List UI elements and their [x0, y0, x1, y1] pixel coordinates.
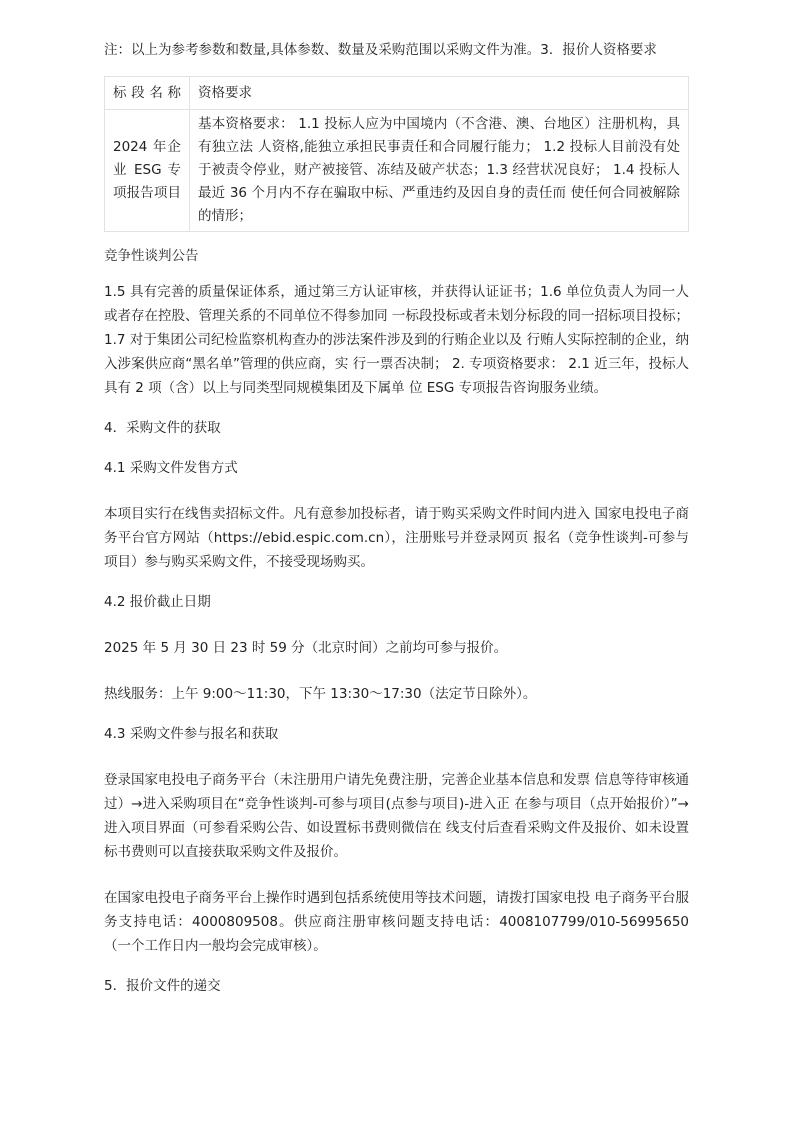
paragraph-4-1: 本项目实行在线售卖招标文件。凡有意参加投标者，请于购买采购文件时间内进入 国家电投电子商务平台官方网站（https://ebid.espic.com.cn），注册账号并登录网页 报名（竞争性谈判-可参与项目）参与购买采购文件，不接受现场购买。 [104, 506, 689, 570]
paragraph-4-3-a: 登录国家电投电子商务平台（未注册用户请先免费注册，完善企业基本信息和发票 信息等待审核通过）→进入采购项目在“竞争性谈判-可参与项目(点参与项目)-进入正 在参与项目（点开始报价）”→进入项目界面（可参看采购公告、如设置标书费则微信在 线支付后查看采购文件及报价、如未设置标书费则可以直接获取采购文件及报价。 [104, 772, 689, 860]
heading-5: 5．报价文件的递交 [104, 978, 221, 994]
note-paragraph: 注：以上为参考参数和数量,具体参数、数量及采购范围以采购文件为准。3．报价人资格要求 [104, 42, 657, 58]
heading-4-1: 4.1 采购文件发售方式 [104, 460, 238, 476]
qualification-more-paragraph: 1.5 具有完善的质量保证体系，通过第三方认证审核，并获得认证证书；1.6 单位负责人为同一人或者存在控股、管理关系的不同单位不得参加同 一标段投标或者未划分标段的同一招标项目投标； 1.7 对于集团公司纪检监察机构查办的涉法案件涉及到的行贿企业以及 行贿人实际控制的企业，纳入涉案供应商“黑名单”管理的供应商，实 行一票否决制； 2. 专项资格要求： 2.1 近三年，投标人具有 2 项（含）以上与同类型同规模集团及下属单 位 ESG 专项报告咨询服务业绩。 [104, 284, 689, 396]
document-page [104, 38, 689, 998]
notice-label: 竞争性谈判公告 [104, 248, 199, 264]
table-row [105, 110, 689, 232]
cell-section-name: 2024 年企业 ESG 专项报告项目 [105, 110, 190, 232]
header-requirements: 资格要求 [190, 77, 689, 110]
hotline-paragraph: 热线服务：上午 9:00～11:30，下午 13:30～17:30（法定节日除外）。 [104, 686, 537, 702]
heading-4-3: 4.3 采购文件参与报名和获取 [104, 726, 279, 742]
paragraph-4-3-b: 在国家电投电子商务平台上操作时遇到包括系统使用等技术问题，请拨打国家电投 电子商务平台服务支持电话：4000809508。供应商注册审核问题支持电话：4008107799/010-56995650（一个工作日内一般均会完成审核）。 [104, 890, 689, 954]
table-header-row [105, 77, 689, 110]
heading-4: 4．采购文件的获取 [104, 420, 221, 436]
deadline-paragraph: 2025 年 5 月 30 日 23 时 59 分（北京时间）之前均可参与报价。 [104, 640, 508, 656]
header-section-name: 标段名称 [105, 77, 190, 110]
cell-requirements: 基本资格要求： 1.1 投标人应为中国境内（不含港、澳、台地区）注册机构，具有独立法 人资格,能独立承担民事责任和合同履行能力； 1.2 投标人目前没有处于被责令停业，财产被接管、冻结及破产状态；1.3 经营状况良好； 1.4 投标人最近 36 个月内不存在骗取中标、严重违约及因自身的责任而 使任何合同被解除的情形； [190, 110, 689, 232]
heading-4-2: 4.2 报价截止日期 [104, 594, 211, 610]
qualification-table [104, 76, 689, 232]
